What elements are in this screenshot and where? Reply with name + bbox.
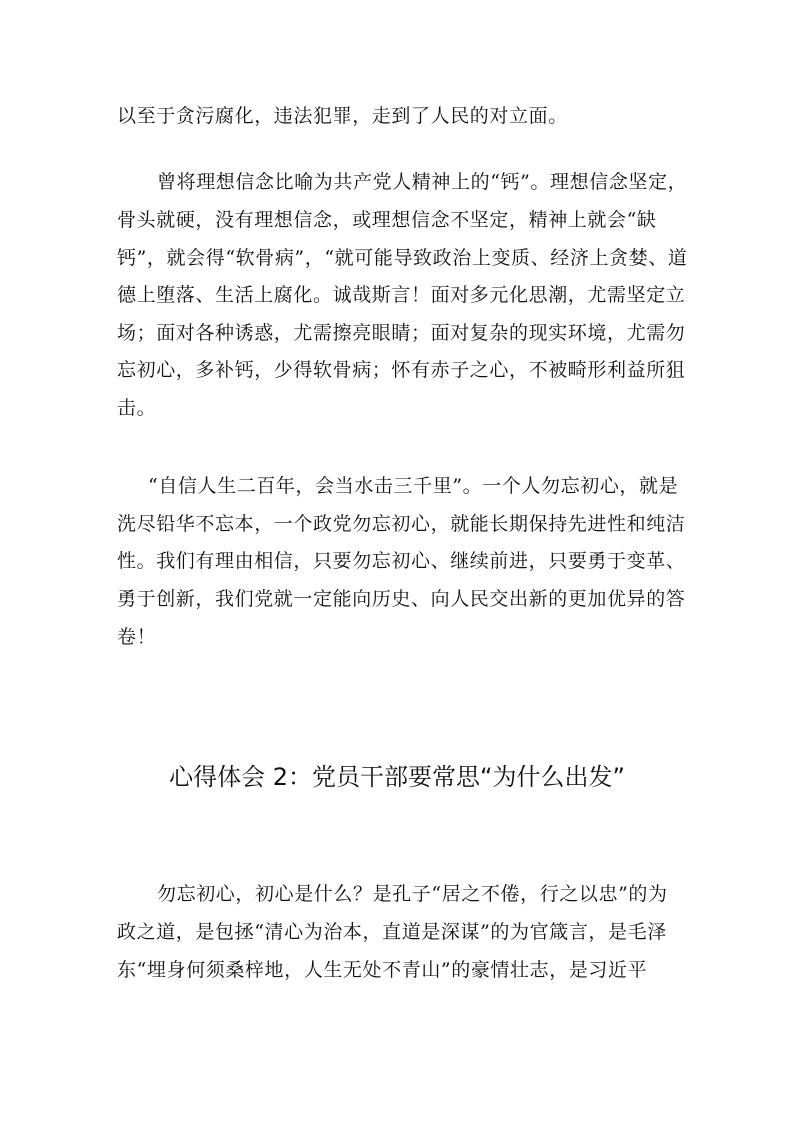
section-heading: 心得体会 2：党员干部要常思“为什么出发” <box>169 763 625 791</box>
paragraph-line: 卷！ <box>117 626 157 648</box>
paragraph-line: 忘初心，多补钙，少得软骨病；怀有赤子之心，不被畸形利益所狙 <box>117 359 686 381</box>
paragraph-line: 德上堕落、生活上腐化。诚哉斯言！面对多元化思潮，尤需坚定立 <box>117 284 686 306</box>
paragraph-line: 性。我们有理由相信，只要勿忘初心、继续前进，只要勇于变革、 <box>117 550 686 572</box>
paragraph-line: 勇于创新，我们党就一定能向历史、向人民交出新的更加优异的答 <box>117 588 686 610</box>
paragraph-line: 以至于贪污腐化，违法犯罪，走到了人民的对立面。 <box>117 105 568 127</box>
paragraph-line: 骨头就硬，没有理想信念，或理想信念不坚定，精神上就会“缺 <box>117 209 657 231</box>
paragraph-line: 场；面对各种诱惑，尤需擦亮眼睛；面对复杂的现实环境，尤需勿 <box>117 322 686 344</box>
paragraph-line: 曾将理想信念比喻为共产党人精神上的“钙”。理想信念坚定， <box>157 171 688 193</box>
paragraph-line: 击。 <box>117 397 157 419</box>
paragraph-line: 勿忘初心，初心是什么？是孔子“居之不倦，行之以忠”的为 <box>157 883 668 905</box>
paragraph-line: 洗尽铅华不忘本，一个政党勿忘初心，就能长期保持先进性和纯洁 <box>117 513 686 535</box>
paragraph-line: 政之道，是包拯“清心为治本，直道是深谋”的为官箴言，是毛泽 <box>117 921 667 943</box>
paragraph-line: 钙”，就会得“软骨病”，“就可能导致政治上变质、经济上贪婪、道 <box>117 247 688 269</box>
paragraph-line: “自信人生二百年，会当水击三千里”。一个人勿忘初心，就是 <box>148 475 679 497</box>
paragraph-line: 东“埋身何须桑梓地，人生无处不青山”的豪情壮志，是习近平 <box>117 959 648 981</box>
